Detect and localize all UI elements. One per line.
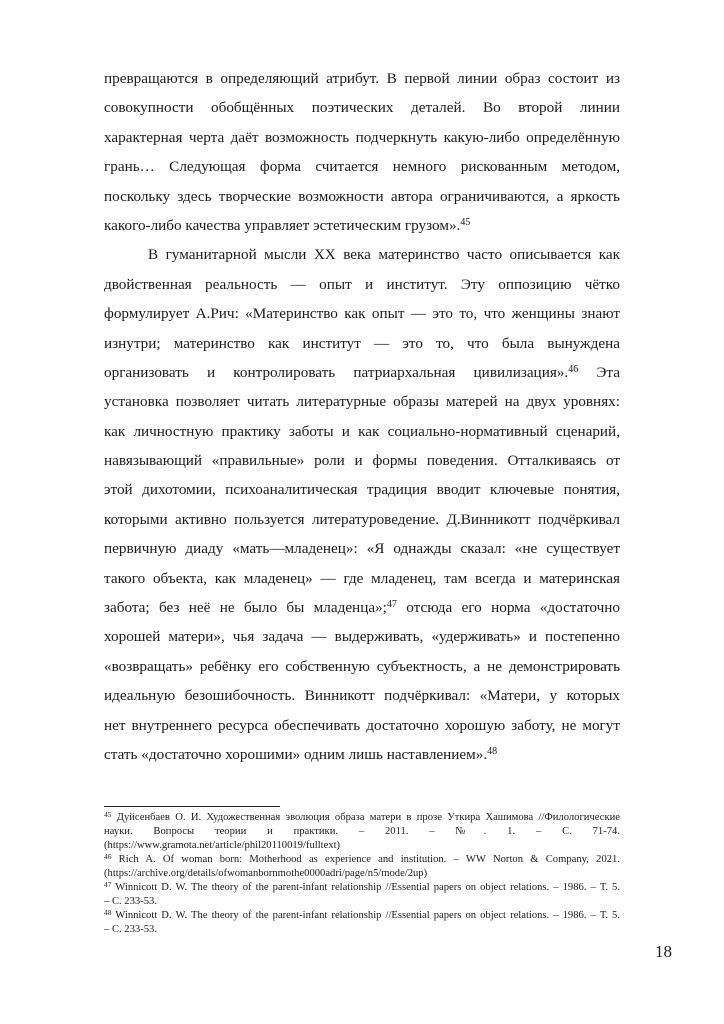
footnote-text: Winnicott D. W. The theory of the parent-infant relationship //Essential papers on object relations. – 1986. – Т. 5. (115, 882, 620, 893)
body-line: этой дихотомии, психоаналитическая традиция вводит ключевые понятия, (104, 481, 620, 499)
body-line: «возвращать» ребёнку его собственную субъектность, а не демонстрировать (104, 657, 620, 675)
footnote (104, 853, 620, 881)
body-line: изнутри; материнство как институт — это то, что была вынуждена (104, 334, 620, 352)
body-line: поскольку здесь творческие возможности автора ограничиваются, а яркость (104, 187, 620, 205)
body-line: которыми активно пользуется литературоведение. Д.Винникотт подчёркивал (104, 510, 620, 528)
paragraph (104, 64, 620, 240)
body-line: В гуманитарной мысли XX века материнство часто описывается как (148, 246, 620, 264)
footnote-ref: 47 (386, 599, 397, 611)
footnote-ref: 45 (460, 216, 471, 228)
footnote-line (104, 909, 620, 923)
footnote-line (104, 881, 620, 895)
footnote-line (104, 853, 620, 867)
body-line: совокупности обобщённых поэтических деталей. Во второй линии (104, 99, 620, 117)
footnotes (104, 811, 620, 937)
footnote-ref: 46 (568, 363, 579, 375)
footnote-text: Winnicott D. W. The theory of the parent-infant relationship //Essential papers on object relations. – 1986. – Т. 5. (115, 910, 620, 921)
footnote-line: – С. 233-53. (104, 924, 157, 935)
footnote-line: – С. 233-53. (104, 896, 157, 907)
body-line: идеальную безошибочность. Винникотт подчёркивал: «Матери, у которых (104, 687, 620, 705)
footnote-separator (104, 806, 280, 807)
body-line (104, 211, 620, 240)
footnote-text: Дуйсенбаев О. И. Художественная эволюция образа матери в прозе Уткира Хашимова //Филологические (116, 812, 620, 823)
body-line: первичную диаду «мать—младенец»: «Я однажды сказал: «не существует (104, 540, 620, 558)
body-line-text: Эта (578, 363, 620, 381)
footnote (104, 881, 620, 909)
body-text (104, 64, 620, 769)
paragraph (104, 240, 620, 769)
body-line-text: забота; без неё не было бы младенца»; (104, 599, 387, 617)
footnote-line (104, 811, 620, 825)
body-line: нет внутреннего ресурса обеспечивать достаточно хорошую заботу, не могут (104, 716, 620, 734)
body-line: формулирует А.Рич: «Материнство как опыт — это то, что женщины знают (104, 305, 620, 323)
footnote (104, 811, 620, 853)
footnote-url: (https://archive.org/details/ofwomanbornmothe0000adri/page/n5/mode/2up) (104, 868, 428, 879)
footnote-number: 48 (104, 907, 112, 917)
footnote-number: 45 (104, 809, 112, 819)
page-number: 18 (655, 942, 672, 961)
body-line: характерная черта даёт возможность подчеркнуть какую-либо определённую (104, 128, 620, 146)
footnote-url: (https://www.gramota.net/article/phil20110019/fulltext) (104, 840, 341, 851)
footnote (104, 909, 620, 937)
body-line (104, 593, 620, 622)
body-line: установка позволяет читать литературные образы матерей на двух уровнях: (104, 393, 620, 411)
body-line-text: отсюда его норма «достаточно (396, 599, 620, 617)
body-line: превращаются в определяющий атрибут. В первой линии образ состоит из (104, 70, 620, 87)
body-line-text: какого-либо качества управляет эстетическим грузом». (104, 216, 461, 234)
body-line: такого объекта, как младенец» — где младенец, там всегда и материнская (104, 569, 620, 587)
body-line: двойственная реальность — опыт и институт. Эту оппозицию чётко (104, 275, 620, 293)
body-line: как личностную практику заботы и как социально-нормативный сценарий, (104, 422, 620, 440)
body-line: грань… Следующая форма считается немного рискованным методом, (104, 158, 620, 176)
body-line: навязывающий «правильные» роли и формы поведения. Отталкиваясь от (104, 452, 620, 470)
footnote-number: 46 (104, 851, 112, 861)
body-line (104, 740, 620, 769)
footnote-ref: 48 (487, 745, 498, 757)
footnote-text: Rich A. Of woman born: Motherhood as experience and institution. – WW Norton & Company, 2021. (118, 854, 620, 865)
body-line-text: стать «достаточно хорошими» одним лишь наставлением». (104, 745, 488, 763)
footnote-line: науки. Вопросы теории и практики. – 2011. – №. 1. – С. 71-74. (104, 826, 620, 837)
footnote-number: 47 (104, 879, 112, 889)
body-line-text: организовать и контролировать патриархальная цивилизация». (104, 363, 569, 381)
body-line (104, 358, 620, 387)
body-line: хорошей матери», чья задача — выдерживать, «удерживать» и постепенно (104, 628, 620, 646)
